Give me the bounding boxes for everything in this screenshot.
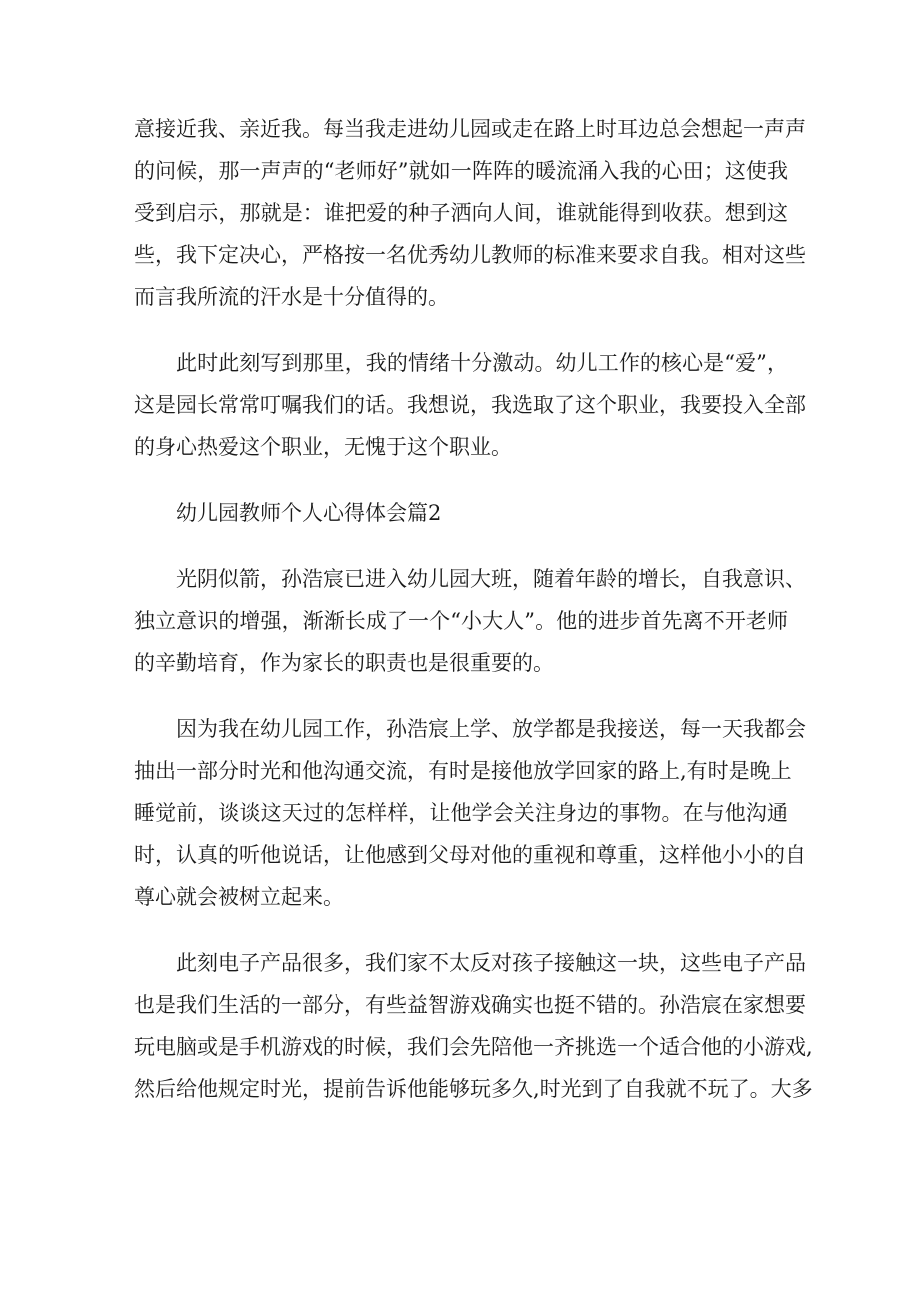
text-line: 的问候，那一声声的“老师好”就如一阵阵的暖流涌入我的心田；这使我	[134, 159, 788, 183]
paragraph-3	[134, 558, 806, 684]
document-body	[134, 108, 813, 1110]
text-line: 些，我下定决心，严格按一名优秀幼儿教师的标准来要求自我。相对这些	[134, 243, 806, 267]
paragraph-2	[134, 342, 806, 468]
text-line: 也是我们生活的一部分，有些益智游戏确实也挺不错的。孙浩宸在家想要	[134, 993, 806, 1017]
section-heading	[134, 492, 788, 534]
text-line: 抽出一部分时光和他沟通交流，有时是接他放学回家的路上,有时是晚上	[134, 759, 792, 783]
text-line: 受到启示，那就是：谁把爱的种子洒向人间，谁就能得到收获。想到这	[134, 201, 788, 225]
paragraph-4	[134, 708, 806, 918]
text-line: 此时此刻写到那里，我的情绪十分激动。幼儿工作的核心是“爱”，	[176, 351, 788, 375]
text-line: 睡觉前，谈谈这天过的怎样样，让他学会关注身边的事物。在与他沟通	[134, 801, 788, 825]
text-line: 这是园长常常叮嘱我们的话。我想说，我选取了这个职业，我要投入全部	[134, 393, 806, 417]
text-line: 玩电脑或是手机游戏的时候，我们会先陪他一齐挑选一个适合他的小游戏,	[134, 1035, 813, 1059]
text-line: 光阴似箭，孙浩宸已进入幼儿园大班，随着年龄的增长，自我意识、	[176, 567, 806, 591]
text-line: 意接近我、亲近我。每当我走进幼儿园或走在路上时耳边总会想起一声声	[134, 117, 806, 141]
text-line: 独立意识的增强，渐渐长成了一个“小大人”。他的进步首先离不开老师	[134, 609, 788, 633]
text-line: 的身心热爱这个职业，无愧于这个职业。	[134, 435, 512, 459]
text-line: 的辛勤培育，作为家长的职责也是很重要的。	[134, 651, 554, 675]
text-line: 尊心就会被树立起来。	[134, 885, 344, 909]
text-line: 时，认真的听他说话，让他感到父母对他的重视和尊重，这样他小小的自	[134, 843, 806, 867]
text-line: 此刻电子产品很多，我们家不太反对孩子接触这一块，这些电子产品	[176, 951, 806, 975]
text-line: 因为我在幼儿园工作，孙浩宸上学、放学都是我接送，每一天我都会	[176, 717, 806, 741]
text-line: 而言我所流的汗水是十分值得的。	[134, 285, 449, 309]
heading-text: 幼儿园教师个人心得体会篇2	[176, 501, 442, 525]
text-line: 然后给他规定时光，提前告诉他能够玩多久,时光到了自我就不玩了。大多	[134, 1077, 813, 1101]
paragraph-1	[134, 108, 806, 318]
paragraph-5	[134, 942, 813, 1110]
